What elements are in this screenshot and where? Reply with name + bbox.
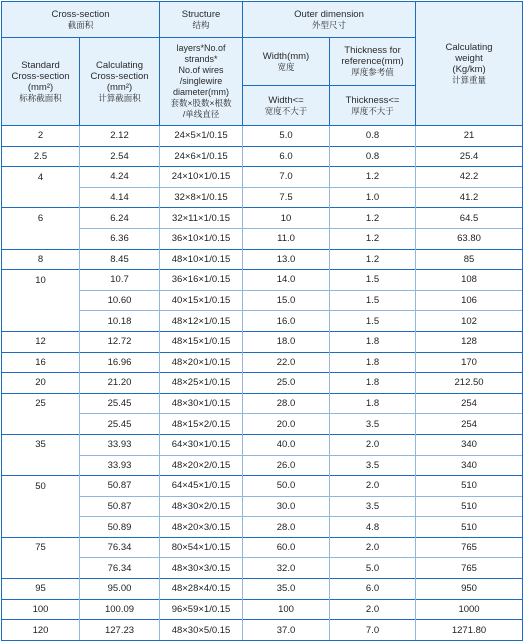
table-row xyxy=(2,208,523,229)
table-row xyxy=(2,290,523,311)
calculating-cross-section-cell: 10.60 xyxy=(80,290,160,311)
thickness-cell: 3.5 xyxy=(330,496,416,517)
header-structure: Structure 结构 xyxy=(160,2,243,38)
table-row xyxy=(2,476,523,497)
calculating-cross-section-cell: 8.45 xyxy=(80,249,160,270)
calculating-cross-section-cell: 76.34 xyxy=(80,537,160,558)
width-cell: 28.0 xyxy=(243,517,330,538)
spec-table xyxy=(1,1,523,641)
weight-cell: 108 xyxy=(416,270,523,291)
standard-cross-section-cell: 120 xyxy=(2,620,80,641)
calculating-cross-section-cell: 33.93 xyxy=(80,434,160,455)
table-row xyxy=(2,146,523,167)
thickness-cell: 7.0 xyxy=(330,620,416,641)
width-cell: 100 xyxy=(243,599,330,620)
calculating-cross-section-cell: 10.7 xyxy=(80,270,160,291)
thickness-cell: 1.0 xyxy=(330,187,416,208)
table-row xyxy=(2,393,523,414)
structure-cell: 36×16×1/0.15 xyxy=(160,270,243,291)
thickness-cell: 0.8 xyxy=(330,146,416,167)
width-cell: 40.0 xyxy=(243,434,330,455)
table-row xyxy=(2,537,523,558)
standard-cross-section-cell xyxy=(2,414,80,435)
thickness-cell: 1.2 xyxy=(330,208,416,229)
weight-cell: 106 xyxy=(416,290,523,311)
weight-cell: 85 xyxy=(416,249,523,270)
width-cell: 15.0 xyxy=(243,290,330,311)
table-row xyxy=(2,270,523,291)
thickness-cell: 2.0 xyxy=(330,434,416,455)
weight-cell: 510 xyxy=(416,496,523,517)
table-row xyxy=(2,558,523,579)
structure-cell: 48×28×4/0.15 xyxy=(160,579,243,600)
standard-cross-section-cell: 2.5 xyxy=(2,146,80,167)
structure-cell: 40×15×1/0.15 xyxy=(160,290,243,311)
table-row xyxy=(2,331,523,352)
header-standard-cross-section: Standard Cross-section (mm²) 标称截面积 xyxy=(2,38,80,126)
weight-cell: 212.50 xyxy=(416,373,523,394)
width-cell: 10 xyxy=(243,208,330,229)
weight-cell: 64.5 xyxy=(416,208,523,229)
standard-cross-section-cell xyxy=(2,558,80,579)
thickness-cell: 1.8 xyxy=(330,393,416,414)
standard-cross-section-cell xyxy=(2,517,80,538)
width-cell: 20.0 xyxy=(243,414,330,435)
standard-cross-section-cell: 16 xyxy=(2,352,80,373)
width-cell: 6.0 xyxy=(243,146,330,167)
structure-cell: 24×6×1/0.15 xyxy=(160,146,243,167)
calculating-cross-section-cell: 16.96 xyxy=(80,352,160,373)
standard-cross-section-cell: 25 xyxy=(2,393,80,414)
table-row xyxy=(2,579,523,600)
calculating-cross-section-cell: 95.00 xyxy=(80,579,160,600)
thickness-cell: 1.2 xyxy=(330,167,416,188)
standard-cross-section-cell xyxy=(2,187,80,208)
standard-cross-section-cell: 4 xyxy=(2,167,80,188)
thickness-cell: 1.8 xyxy=(330,331,416,352)
structure-cell: 48×10×1/0.15 xyxy=(160,249,243,270)
weight-cell: 21 xyxy=(416,126,523,147)
weight-cell: 128 xyxy=(416,331,523,352)
width-cell: 35.0 xyxy=(243,579,330,600)
header-thickness-reference: Thickness for reference(mm) 厚度参考值 xyxy=(330,38,416,86)
weight-cell: 25.4 xyxy=(416,146,523,167)
thickness-cell: 3.5 xyxy=(330,414,416,435)
structure-cell: 48×30×5/0.15 xyxy=(160,620,243,641)
header-cross-section: Cross-section 截面积 xyxy=(2,2,160,38)
header-calculating-weight: Calculating weight (Kg/km) 计算重量 xyxy=(416,2,523,126)
calculating-cross-section-cell: 4.14 xyxy=(80,187,160,208)
table-row xyxy=(2,434,523,455)
standard-cross-section-cell xyxy=(2,496,80,517)
table-row xyxy=(2,249,523,270)
structure-cell: 64×45×1/0.15 xyxy=(160,476,243,497)
structure-cell: 48×30×1/0.15 xyxy=(160,393,243,414)
table-row xyxy=(2,455,523,476)
table-row xyxy=(2,311,523,332)
calculating-cross-section-cell: 25.45 xyxy=(80,393,160,414)
standard-cross-section-cell: 8 xyxy=(2,249,80,270)
weight-cell: 170 xyxy=(416,352,523,373)
table-row xyxy=(2,228,523,249)
width-cell: 37.0 xyxy=(243,620,330,641)
structure-cell: 48×12×1/0.15 xyxy=(160,311,243,332)
thickness-cell: 1.8 xyxy=(330,373,416,394)
header-calculating-cross-section: Calculating Cross-section (mm²) 计算截面积 xyxy=(80,38,160,126)
weight-cell: 510 xyxy=(416,517,523,538)
table-row xyxy=(2,126,523,147)
structure-cell: 48×20×2/0.15 xyxy=(160,455,243,476)
structure-cell: 48×25×1/0.15 xyxy=(160,373,243,394)
structure-cell: 48×15×1/0.15 xyxy=(160,331,243,352)
calculating-cross-section-cell: 21.20 xyxy=(80,373,160,394)
calculating-cross-section-cell: 50.87 xyxy=(80,496,160,517)
header-structure-description: layers*No.of strands* No.of wires /singlewire diameter(mm) 套数×股数×根数 /单线直径 xyxy=(160,38,243,126)
structure-cell: 32×11×1/0.15 xyxy=(160,208,243,229)
weight-cell: 254 xyxy=(416,414,523,435)
weight-cell: 1271.80 xyxy=(416,620,523,641)
table-row xyxy=(2,167,523,188)
width-cell: 5.0 xyxy=(243,126,330,147)
structure-cell: 48×15×2/0.15 xyxy=(160,414,243,435)
thickness-cell: 4.8 xyxy=(330,517,416,538)
weight-cell: 41.2 xyxy=(416,187,523,208)
thickness-cell: 1.8 xyxy=(330,352,416,373)
width-cell: 60.0 xyxy=(243,537,330,558)
thickness-cell: 0.8 xyxy=(330,126,416,147)
calculating-cross-section-cell: 100.09 xyxy=(80,599,160,620)
structure-cell: 48×20×1/0.15 xyxy=(160,352,243,373)
width-cell: 30.0 xyxy=(243,496,330,517)
table-row xyxy=(2,496,523,517)
weight-cell: 42.2 xyxy=(416,167,523,188)
table-row xyxy=(2,352,523,373)
width-cell: 18.0 xyxy=(243,331,330,352)
width-cell: 11.0 xyxy=(243,228,330,249)
width-cell: 7.0 xyxy=(243,167,330,188)
thickness-cell: 1.5 xyxy=(330,311,416,332)
structure-cell: 48×30×2/0.15 xyxy=(160,496,243,517)
calculating-cross-section-cell: 33.93 xyxy=(80,455,160,476)
header-thickness-max: Thickness<= 厚度不大于 xyxy=(330,86,416,126)
weight-cell: 102 xyxy=(416,311,523,332)
width-cell: 14.0 xyxy=(243,270,330,291)
calculating-cross-section-cell: 50.89 xyxy=(80,517,160,538)
header-outer-dimension: Outer dimension 外型尺寸 xyxy=(243,2,416,38)
width-cell: 32.0 xyxy=(243,558,330,579)
width-cell: 22.0 xyxy=(243,352,330,373)
width-cell: 7.5 xyxy=(243,187,330,208)
header-width: Width(mm) 宽度 xyxy=(243,38,330,86)
width-cell: 50.0 xyxy=(243,476,330,497)
standard-cross-section-cell: 50 xyxy=(2,476,80,497)
calculating-cross-section-cell: 2.54 xyxy=(80,146,160,167)
table-row xyxy=(2,517,523,538)
standard-cross-section-cell: 10 xyxy=(2,270,80,291)
width-cell: 13.0 xyxy=(243,249,330,270)
standard-cross-section-cell: 75 xyxy=(2,537,80,558)
thickness-cell: 3.5 xyxy=(330,455,416,476)
weight-cell: 340 xyxy=(416,434,523,455)
weight-cell: 765 xyxy=(416,537,523,558)
thickness-cell: 1.5 xyxy=(330,270,416,291)
calculating-cross-section-cell: 76.34 xyxy=(80,558,160,579)
structure-cell: 48×20×3/0.15 xyxy=(160,517,243,538)
weight-cell: 1000 xyxy=(416,599,523,620)
calculating-cross-section-cell: 25.45 xyxy=(80,414,160,435)
structure-cell: 64×30×1/0.15 xyxy=(160,434,243,455)
weight-cell: 765 xyxy=(416,558,523,579)
table-body xyxy=(2,126,523,641)
table-row xyxy=(2,599,523,620)
width-cell: 16.0 xyxy=(243,311,330,332)
thickness-cell: 2.0 xyxy=(330,537,416,558)
standard-cross-section-cell: 20 xyxy=(2,373,80,394)
standard-cross-section-cell: 6 xyxy=(2,208,80,229)
table-header xyxy=(2,2,523,126)
calculating-cross-section-cell: 12.72 xyxy=(80,331,160,352)
standard-cross-section-cell xyxy=(2,228,80,249)
table-row xyxy=(2,414,523,435)
standard-cross-section-cell xyxy=(2,311,80,332)
weight-cell: 63.80 xyxy=(416,228,523,249)
thickness-cell: 2.0 xyxy=(330,476,416,497)
width-cell: 26.0 xyxy=(243,455,330,476)
calculating-cross-section-cell: 4.24 xyxy=(80,167,160,188)
table-row xyxy=(2,620,523,641)
table-row xyxy=(2,373,523,394)
thickness-cell: 2.0 xyxy=(330,599,416,620)
weight-cell: 510 xyxy=(416,476,523,497)
standard-cross-section-cell: 95 xyxy=(2,579,80,600)
header-width-max: Width<= 宽度不大于 xyxy=(243,86,330,126)
standard-cross-section-cell: 2 xyxy=(2,126,80,147)
standard-cross-section-cell: 35 xyxy=(2,434,80,455)
calculating-cross-section-cell: 6.24 xyxy=(80,208,160,229)
standard-cross-section-cell xyxy=(2,455,80,476)
weight-cell: 340 xyxy=(416,455,523,476)
weight-cell: 950 xyxy=(416,579,523,600)
thickness-cell: 5.0 xyxy=(330,558,416,579)
structure-cell: 24×5×1/0.15 xyxy=(160,126,243,147)
structure-cell: 36×10×1/0.15 xyxy=(160,228,243,249)
weight-cell: 254 xyxy=(416,393,523,414)
calculating-cross-section-cell: 2.12 xyxy=(80,126,160,147)
standard-cross-section-cell: 12 xyxy=(2,331,80,352)
standard-cross-section-cell: 100 xyxy=(2,599,80,620)
width-cell: 25.0 xyxy=(243,373,330,394)
calculating-cross-section-cell: 10.18 xyxy=(80,311,160,332)
table-row xyxy=(2,187,523,208)
thickness-cell: 1.2 xyxy=(330,228,416,249)
calculating-cross-section-cell: 127.23 xyxy=(80,620,160,641)
calculating-cross-section-cell: 50.87 xyxy=(80,476,160,497)
structure-cell: 24×10×1/0.15 xyxy=(160,167,243,188)
structure-cell: 32×8×1/0.15 xyxy=(160,187,243,208)
structure-cell: 96×59×1/0.15 xyxy=(160,599,243,620)
calculating-cross-section-cell: 6.36 xyxy=(80,228,160,249)
thickness-cell: 1.2 xyxy=(330,249,416,270)
width-cell: 28.0 xyxy=(243,393,330,414)
structure-cell: 80×54×1/0.15 xyxy=(160,537,243,558)
thickness-cell: 6.0 xyxy=(330,579,416,600)
thickness-cell: 1.5 xyxy=(330,290,416,311)
standard-cross-section-cell xyxy=(2,290,80,311)
structure-cell: 48×30×3/0.15 xyxy=(160,558,243,579)
